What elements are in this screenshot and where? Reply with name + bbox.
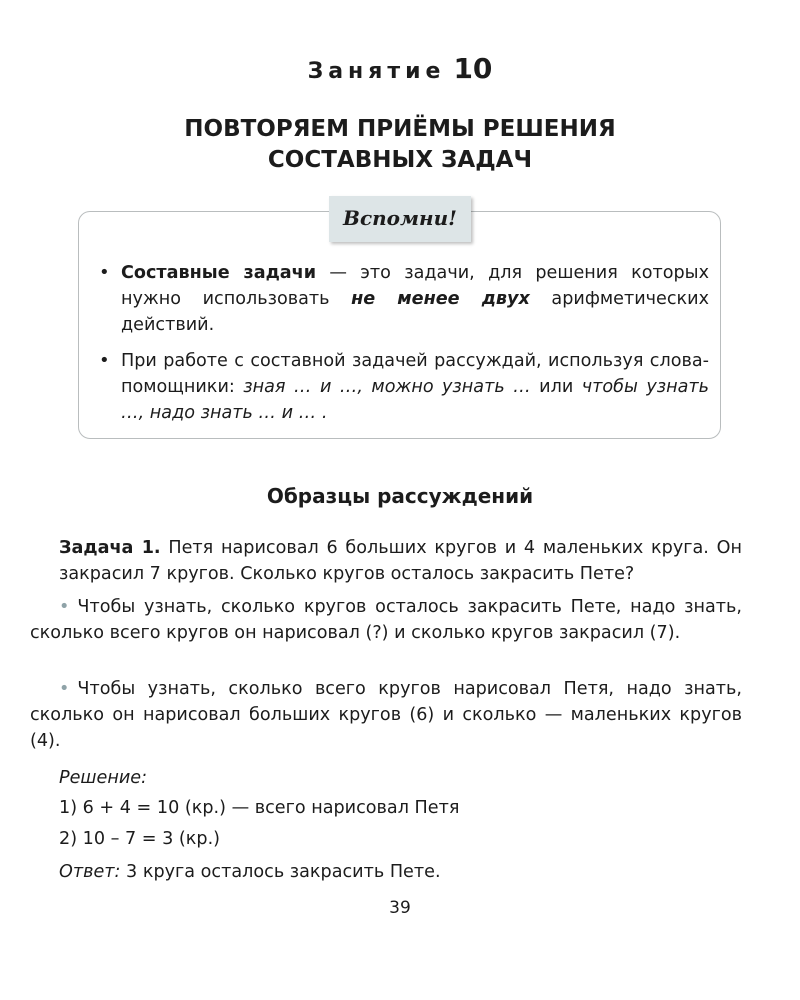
answer-label: Ответ: [59,862,121,882]
definition-text: — это задачи, для решения которых нужно использовать [121,263,709,309]
reasoning-step-1 [30,594,742,646]
remember-item-helper-words [99,348,709,426]
dot-icon: • [59,679,70,699]
page-number: 39 [389,898,411,918]
answer [59,859,441,885]
bullet-icon: • [99,262,110,283]
emphasis-at-least-two: не менее двух [351,289,530,309]
page-title-line-1: ПОВТОРЯЕМ ПРИЁМЫ РЕШЕНИЯ [184,116,616,142]
remember-label: Вспомни! [329,196,471,242]
bullet-icon: • [99,350,110,371]
helper-connector: или [530,377,582,397]
reasoning-step-1-text: Чтобы узнать, сколько кругов осталось закрасить Пете, надо знать, сколько всего кругов он нарисовал (?) и сколько кругов закрасил (7). [30,597,742,643]
section-title: Образцы рассуждений [266,484,534,508]
reasoning-step-2 [30,676,742,754]
lesson-heading [0,52,800,85]
page-title [0,114,800,176]
remember-box [78,206,721,439]
term-composite-tasks: Составные задачи [121,263,317,283]
helper-phrase-1: зная … и …, можно узнать … [243,377,531,397]
remember-item-composite-tasks [99,260,709,338]
definition-text-end: арифметических действий. [121,289,710,335]
task-label: Задача 1. [59,538,161,558]
helper-intro-text: При работе с составной задачей рассуждай, используя слова-помощники: [121,351,709,397]
lesson-number: 10 [453,52,493,85]
solution-heading: Решение: [59,768,148,788]
helper-phrase-2: чтобы узнать …, надо знать … и … . [121,377,709,423]
dot-icon: • [59,597,70,617]
remember-list [99,260,709,436]
task-text: Петя нарисовал 6 больших кругов и 4 маленьких круга. Он закрасил 7 кругов. Сколько кругов осталось закрасить Пете? [59,538,742,584]
page-title-line-2: СОСТАВНЫХ ЗАДАЧ [267,147,533,173]
task-1 [59,535,742,587]
solution-step-1: 1) 6 + 4 = 10 (кр.) — всего нарисовал Петя [59,798,460,818]
answer-text: 3 круга осталось закрасить Пете. [120,862,441,882]
reasoning-step-2-text: Чтобы узнать, сколько всего кругов нарисовал Петя, надо знать, сколько он нарисовал больших кругов (6) и сколько — маленьких кругов (4). [30,679,742,751]
solution-step-2: 2) 10 – 7 = 3 (кр.) [59,829,221,849]
lesson-word: Занятие [307,59,446,84]
